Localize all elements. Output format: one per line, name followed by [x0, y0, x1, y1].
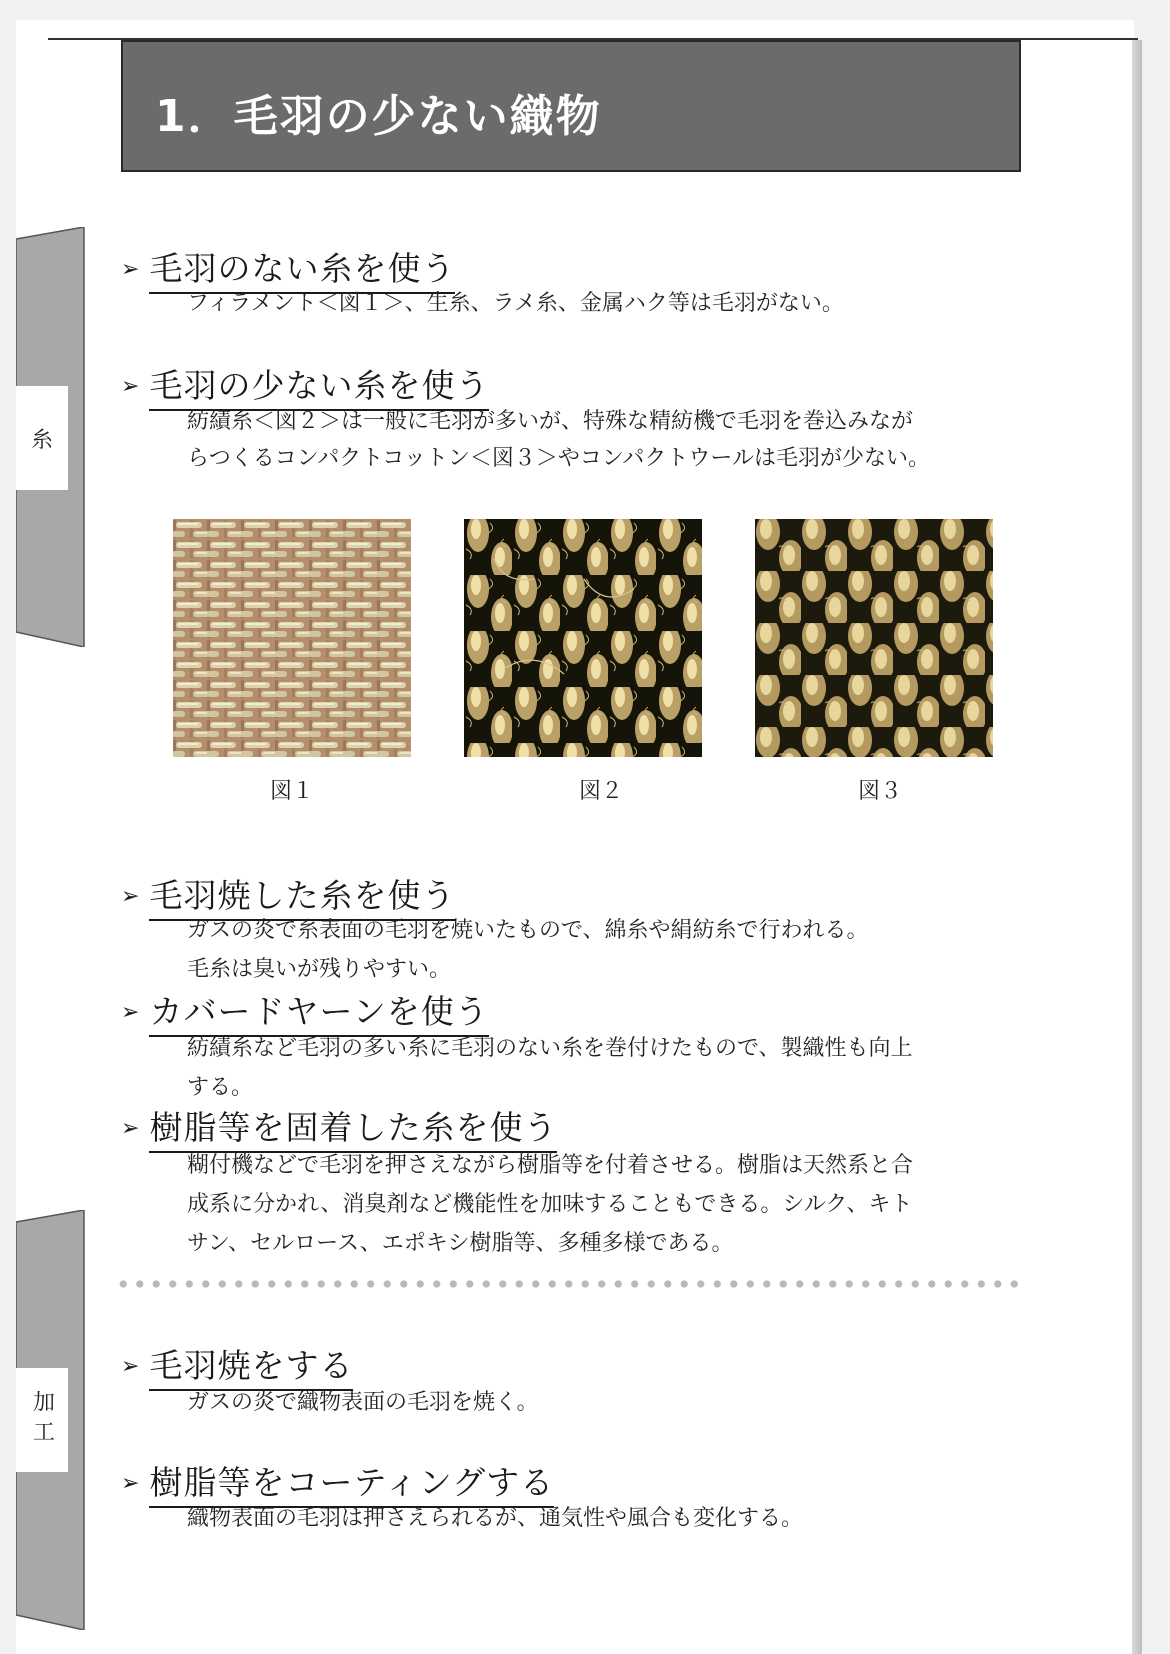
arrow-bullet-icon: ➢: [121, 257, 140, 282]
figure-caption: 図３: [857, 779, 902, 804]
section-heading-text: 樹脂等をコーティングする: [149, 1457, 554, 1508]
section-heading-text: 毛羽のない糸を使う: [149, 243, 455, 294]
section-body-line: 紡績糸など毛羽の多い糸に毛羽のない糸を巻付けたもので、製織性も向上: [187, 1036, 913, 1061]
title-bar: [121, 40, 1021, 172]
section-body-line: 紡績糸＜図２＞は一般に毛羽が多いが、特殊な精紡機で毛羽を巻込みなが: [187, 409, 914, 434]
section-body-line: ガスの炎で糸表面の毛羽を焼いたもので、綿糸や絹紡糸で行われる。: [187, 918, 869, 943]
section-body-line: 糊付機などで毛羽を押さえながら樹脂等を付着させる。樹脂は天然系と合: [187, 1153, 914, 1178]
figure-caption: 図１: [269, 779, 314, 804]
figure-caption: 図２: [578, 779, 623, 804]
section-body-line: 毛糸は臭いが残りやすい。: [187, 957, 452, 982]
section-heading-text: 毛羽の少ない糸を使う: [149, 360, 489, 411]
dotted-separator: [115, 1280, 1025, 1288]
page-edge-shadow: [1132, 40, 1142, 1654]
arrow-bullet-icon: ➢: [121, 1116, 140, 1141]
figure-1-filament-fabric-image: [173, 519, 411, 757]
arrow-bullet-icon: ➢: [121, 884, 140, 909]
section-body-line: フィラメント＜図１＞、生糸、ラメ糸、金属ハク等は毛羽がない。: [187, 291, 844, 316]
figure-3-compact-cotton-fabric-image: [755, 519, 993, 757]
section-heading-text: 毛羽焼をする: [149, 1340, 353, 1391]
section-body-line: 成系に分かれ、消臭剤など機能性を加味することもできる。シルク、キト: [187, 1192, 913, 1217]
arrow-bullet-icon: ➢: [121, 1000, 140, 1025]
arrow-bullet-icon: ➢: [121, 374, 140, 399]
section-heading-text: カバードヤーンを使う: [149, 986, 488, 1037]
yarn-tab-label: 糸: [16, 386, 68, 490]
section-heading: [121, 1102, 557, 1153]
section-heading-text: 樹脂等を固着した糸を使う: [149, 1102, 557, 1153]
processing-tab-label: 加工: [16, 1368, 68, 1472]
section-body-line: らつくるコンパクトコットン＜図３＞やコンパクトウールは毛羽が少ない。: [187, 446, 930, 471]
figure-2-spun-yarn-fabric-image: [464, 519, 702, 757]
section-body-line: する。: [187, 1075, 254, 1100]
arrow-bullet-icon: ➢: [121, 1354, 140, 1379]
section-body-line: サン、セルロース、エポキシ樹脂等、多種多様である。: [187, 1231, 734, 1256]
section-body-line: 織物表面の毛羽は押さえられるが、通気性や風合も変化する。: [187, 1506, 804, 1531]
arrow-bullet-icon: ➢: [121, 1471, 140, 1496]
section-body-line: ガスの炎で織物表面の毛羽を焼く。: [187, 1390, 539, 1415]
section-heading-text: 毛羽焼した糸を使う: [149, 870, 455, 921]
page-title: 1．毛羽の少ない織物: [155, 91, 602, 142]
